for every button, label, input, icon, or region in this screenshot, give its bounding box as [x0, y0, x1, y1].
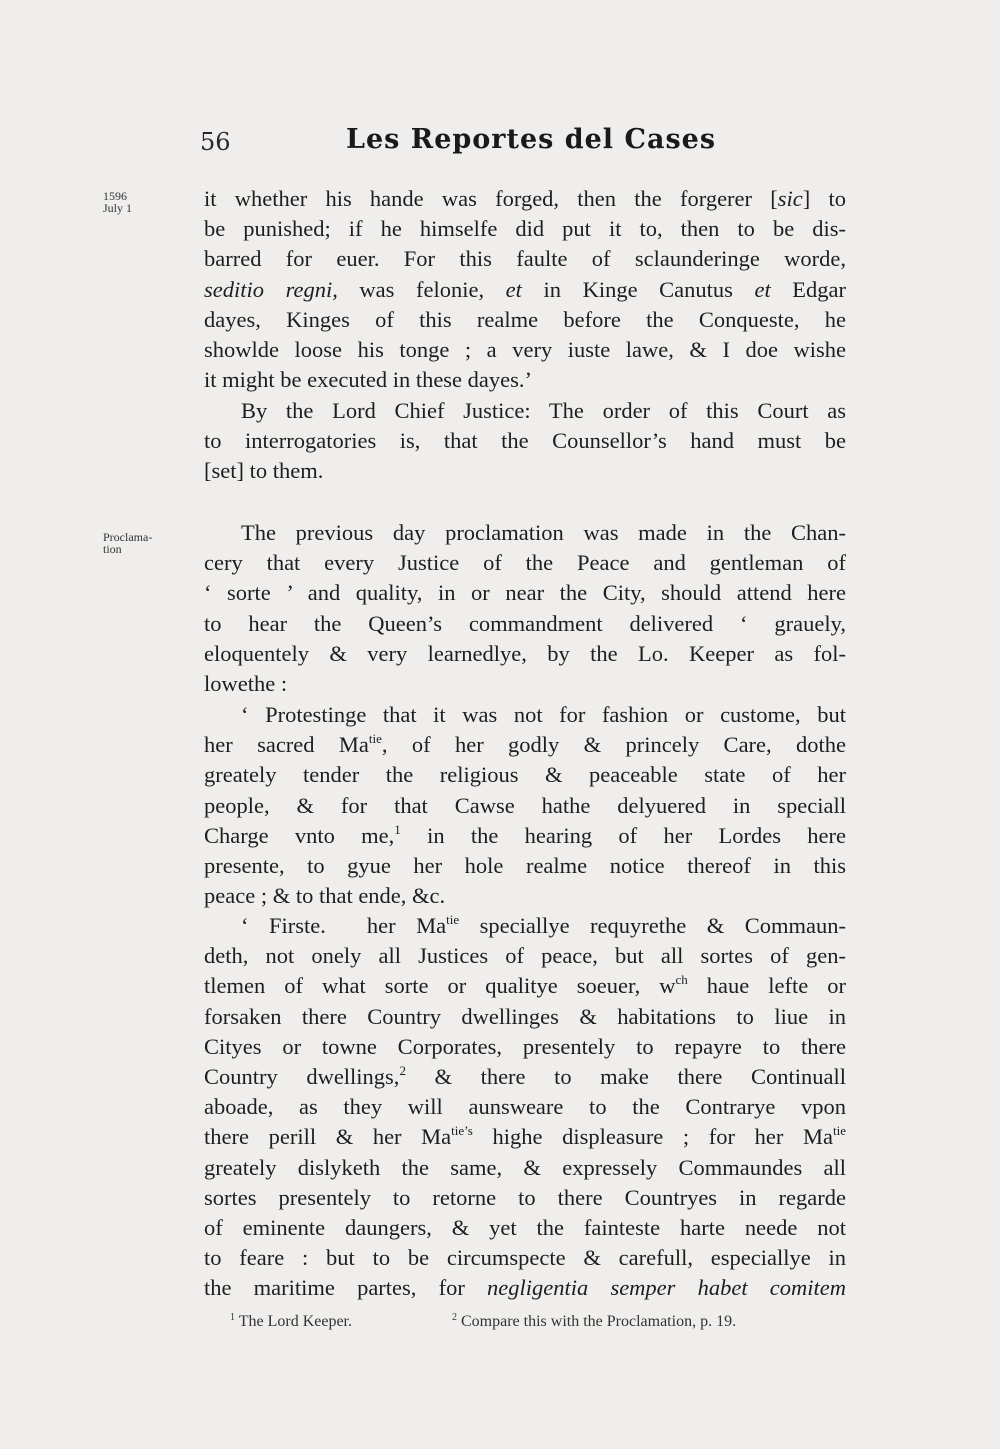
text-line: it whether his hande was forged, then the forgerer [sic] to: [204, 186, 846, 211]
footnote-mark: 2: [452, 1312, 457, 1323]
footnote-text: Compare this with the Proclamation, p. 19.: [461, 1313, 737, 1330]
paragraph-firste: [204, 911, 846, 1303]
text-line: peace ; & to that ende, &c.: [204, 883, 446, 909]
text-line: seditio regni, was felonie, et in Kinge Canutus et Edgar: [204, 276, 846, 302]
text-line: aboade, as they will aunsweare to the Contrarye vpon: [204, 1094, 846, 1120]
margin-note-date: [103, 190, 132, 214]
text-line: ‘ sorte ’ and quality, in or near the City, should attend here: [204, 580, 846, 606]
text-line: lowethe :: [204, 670, 288, 696]
paragraph-protestinge: [204, 700, 846, 911]
margin-note-proclamation: [103, 531, 152, 555]
margin-proclamation-line2: tion: [103, 542, 122, 556]
paragraph-opening: [204, 184, 846, 395]
text-line: greately tender the religious & peaceable state of her: [204, 762, 846, 788]
text-line: it might be executed in these dayes.’: [204, 367, 533, 393]
text-line: ‘ Protestinge that it was not for fashion or custome, but: [241, 702, 846, 727]
text-line: presente, to gyue her hole realme notice thereof in this: [204, 852, 846, 878]
margin-date-day: July 1: [103, 201, 133, 215]
text-line: forsaken there Country dwellinges & habitations to liue in: [204, 1003, 846, 1029]
text-line: cery that every Justice of the Peace and gentleman of: [204, 550, 846, 576]
text-line: dayes, Kinges of this realme before the Conqueste, he: [204, 306, 846, 332]
text-line: By the Lord Chief Justice: The order of this Court as: [241, 398, 846, 423]
paragraph-proclamation: [204, 518, 846, 699]
text-line: to hear the Queen’s commandment delivered ‘ grauely,: [204, 610, 846, 636]
text-line: Charge vnto me,$^1$ in the hearing of her Lordes here: [204, 821, 846, 848]
text-line: Cityes or towne Corporates, presentely to repayre to there: [204, 1033, 846, 1059]
text-line: sortes presentely to retorne to there Countryes in regarde: [204, 1184, 846, 1210]
text-line: eloquentely & very learnedlye, by the Lo. Keeper as fol-: [204, 640, 846, 666]
text-line: showlde loose his tonge ; a very iuste lawe, & I doe wishe: [204, 336, 846, 362]
text-line: [set] to them.: [204, 458, 324, 484]
text-line: there perill & her $Ma^{tie’s}$ highe displeasure ; for her $Ma^{tie}$: [204, 1123, 846, 1150]
text-line: the maritime partes, for negligentia semper habet comitem: [204, 1275, 846, 1301]
text-line: Country dwellings,$^2$ & there to make there Continuall: [204, 1062, 846, 1089]
text-line: of eminente daungers, & yet the fainteste harte neede not: [204, 1214, 846, 1240]
text-line: be punished; if he himselfe did put it to, then to be dis-: [204, 216, 846, 242]
text-line: greately dislyketh the same, & expressely Commaundes all: [204, 1154, 846, 1180]
footnote-2: [452, 1313, 736, 1331]
text-line: her sacred $Ma^{tie}$, of her godly & princely Care, dothe: [204, 731, 846, 758]
running-head: Les Reportes del Cases: [346, 124, 717, 155]
footnote-1: [230, 1313, 352, 1331]
footnote-mark: 1: [230, 1312, 235, 1323]
text-line: ‘ Firste. her $Ma^{tie}$ speciallye requyrethe & Commaun-: [241, 912, 846, 938]
text-line: tlemen of what sorte or qualitye soeuer, $w^{ch}$ haue lefte or: [204, 972, 846, 999]
text-line: people, & for that Cawse hathe delyuered in speciall: [204, 792, 846, 818]
paragraph-chief-justice: [204, 396, 846, 487]
margin-date-year: 1596: [103, 189, 127, 203]
text-line: deth, not onely all Justices of peace, but all sortes of gen-: [204, 943, 846, 969]
page-number: 56: [200, 128, 231, 156]
text-line: barred for euer. For this faulte of sclaunderinge worde,: [204, 246, 846, 272]
margin-proclamation-line1: Proclama-: [103, 530, 153, 544]
text-line: to feare : but to be circumspecte & carefull, especiallye in: [204, 1245, 846, 1271]
text-line: The previous day proclamation was made in the Chan-: [241, 520, 846, 545]
text-line: to interrogatories is, that the Counsellor’s hand must be: [204, 428, 846, 454]
footnote-text: The Lord Keeper.: [238, 1313, 352, 1330]
